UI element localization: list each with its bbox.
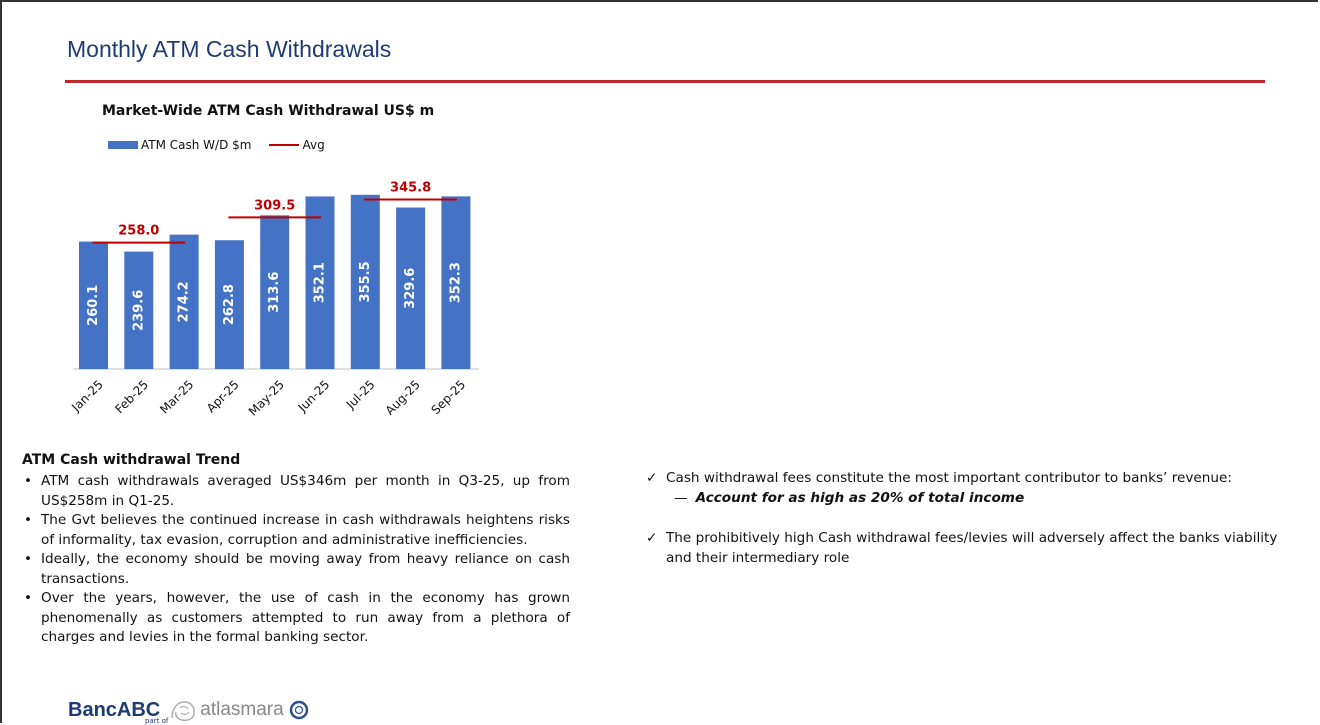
check-icon: ✓ (646, 470, 658, 486)
trend-bullet-text: ATM cash withdrawals averaged US$346m per month in Q3-25, up from US$258m in Q1-25. (41, 473, 570, 509)
footer-logo (68, 698, 310, 725)
bar-value-label: 239.6 (131, 289, 147, 331)
avg-value-label: 309.5 (254, 198, 296, 214)
bullet-dot: • (24, 473, 33, 489)
trend-bullets (22, 472, 570, 648)
avg-value-label: 258.0 (118, 223, 160, 239)
trend-bullet (22, 511, 570, 550)
key-point-1-text: Cash withdrawal fees constitute the most important contributor to banks’ revenue: (666, 470, 1232, 486)
x-tick-label: May-25 (245, 377, 288, 419)
x-tick-label: Sep-25 (428, 377, 469, 418)
chart-title: Market-Wide ATM Cash Withdrawal US$ m (102, 103, 435, 119)
x-tick-label: Jun-25 (295, 377, 333, 415)
x-tick-label: Feb-25 (112, 377, 152, 417)
trend-bullet (22, 550, 570, 589)
bar-value-label: 260.1 (86, 284, 101, 326)
bullet-dot: • (24, 551, 33, 567)
trend-bullet-text: Over the years, however, the use of cash in the economy has grown phenomenally as customers attempted to run away from a plethora of charges and levies in the formal banking sector. (41, 590, 570, 645)
slide-title: Monthly ATM Cash Withdrawals (67, 36, 392, 62)
bullet-dot: • (24, 590, 33, 606)
trend-heading: ATM Cash withdrawal Trend (22, 452, 241, 468)
trend-bullet (22, 472, 570, 511)
bar-value-label: 262.8 (221, 284, 237, 326)
bullet-dot: • (24, 512, 33, 528)
atlasmara-logo: atlasmara (200, 699, 284, 720)
bar-value-label: 274.2 (176, 281, 192, 323)
trend-bullet (22, 589, 570, 648)
x-tick-label: Jan-25 (68, 377, 106, 415)
bar-value-label: 313.6 (267, 271, 283, 313)
bancabc-logo: BancABC (68, 698, 161, 721)
check-icon: ✓ (646, 530, 658, 546)
avg-value-label: 345.8 (390, 180, 432, 196)
x-tick-label: Aug-25 (382, 377, 423, 418)
legend-bar-label: ATM Cash W/D $m (141, 138, 252, 152)
lion-icon (168, 698, 198, 722)
x-tick-label: Apr-25 (203, 377, 242, 416)
key-points (646, 469, 1296, 568)
atlasmara-circle-icon (288, 699, 310, 721)
x-tick-label: Mar-25 (157, 377, 197, 417)
key-point-2-text: The prohibitively high Cash withdrawal fees/levies will adversely affect the banks viability and their intermediary role (666, 530, 1278, 566)
trend-bullet-text: Ideally, the economy should be moving away from heavy reliance on cash transactions. (41, 551, 570, 587)
legend-avg-label: Avg (302, 138, 325, 152)
key-point-1-sub (646, 489, 1296, 509)
key-point-1 (646, 469, 1296, 489)
bar-value-label: 352.3 (448, 262, 464, 304)
x-tick-label: Jul-25 (343, 377, 378, 412)
bar-value-label: 355.5 (357, 261, 373, 303)
key-point-2 (646, 529, 1296, 568)
bar-value-label: 329.6 (403, 267, 419, 309)
dash-icon: — (674, 489, 688, 506)
trend-bullet-text: The Gvt believes the continued increase in cash withdrawals heightens risks of informality, tax evasion, corruption and administrative inefficiencies. (41, 512, 570, 548)
bar-value-label: 352.1 (312, 262, 328, 304)
part-of-label: part of (145, 717, 169, 725)
key-point-1-sub-text: Account for as high as 20% of total income (695, 489, 1025, 506)
